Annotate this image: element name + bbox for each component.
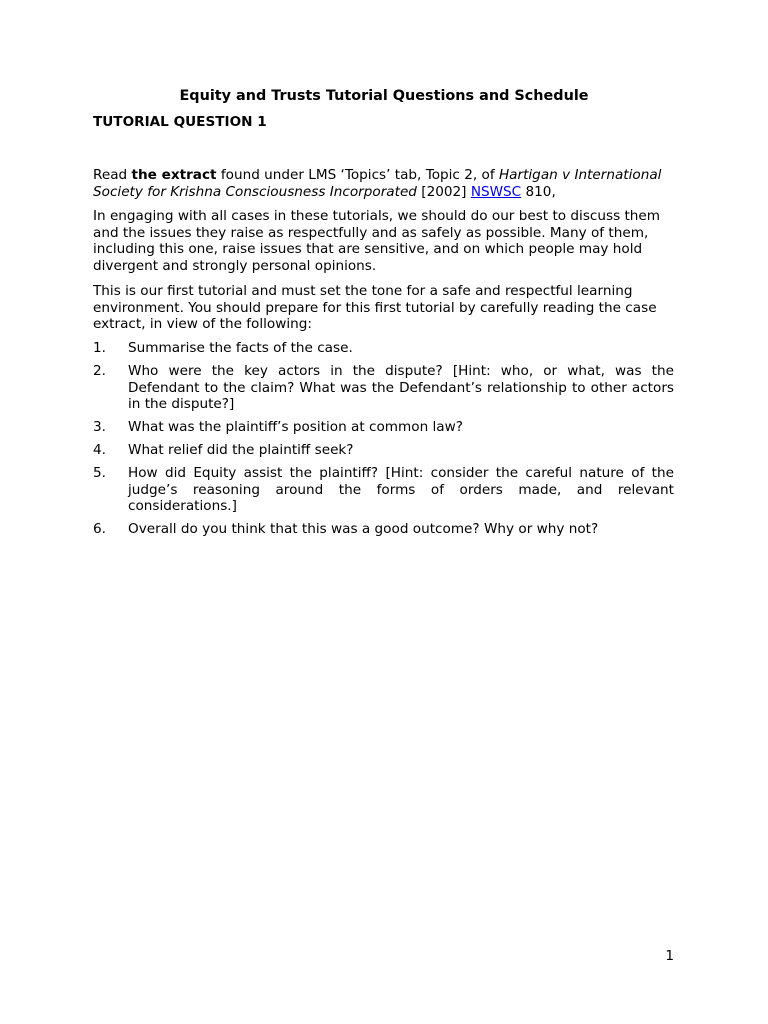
intro-paragraph bbox=[93, 167, 674, 200]
question-text: Summarise the facts of the case. bbox=[128, 340, 353, 356]
intro-read-word: Read bbox=[93, 167, 132, 183]
question-number: 6. bbox=[93, 521, 106, 537]
intro-after-emphasis: found under LMS ‘Topics’ tab, Topic 2, of bbox=[216, 167, 499, 183]
list-item bbox=[93, 363, 674, 413]
respect-paragraph-text: In engaging with all cases in these tutorials, we should do our best to discuss them and the issues they raise as respectfully and as safely as possible. Many of them, including this one, raise issues that are sensitive, and on which people may hold divergent and strongly personal opinions. bbox=[93, 208, 661, 274]
question-text: Overall do you think that this was a good outcome? Why or why not? bbox=[128, 521, 599, 537]
citation-end: 810, bbox=[521, 183, 556, 200]
case-name: Hartigan v International Society for Krishna Consciousness Incorporated bbox=[93, 167, 662, 200]
intro-emphasis: the extract bbox=[131, 167, 217, 183]
question-number: 3. bbox=[93, 419, 106, 435]
page-number: 1 bbox=[665, 948, 674, 964]
list-item bbox=[93, 419, 674, 436]
tone-paragraph bbox=[93, 283, 674, 333]
question-number: 4. bbox=[93, 442, 106, 458]
citation-year: [2002] bbox=[416, 183, 471, 200]
tutorial-question-heading: TUTORIAL QUESTION 1 bbox=[93, 114, 267, 130]
tone-paragraph-text: This is our first tutorial and must set the tone for a safe and respectful learning environment. You should prepare for this first tutorial by carefully reading the case extract, in view of the following: bbox=[93, 283, 657, 332]
list-item bbox=[93, 340, 674, 357]
list-item bbox=[93, 521, 674, 538]
question-text: How did Equity assist the plaintiff? [Hint: consider the careful nature of the judge’s reasoning around the forms of orders made, and relevant considerations.] bbox=[128, 465, 674, 514]
list-item bbox=[93, 442, 674, 459]
question-number: 2. bbox=[93, 363, 106, 379]
respect-paragraph bbox=[93, 208, 674, 274]
question-text: What was the plaintiff’s position at common law? bbox=[128, 419, 463, 435]
nswsc-link[interactable]: NSWSC bbox=[470, 183, 522, 200]
question-number: 5. bbox=[93, 465, 106, 481]
question-text: What relief did the plaintiff seek? bbox=[128, 442, 354, 458]
document-title: Equity and Trusts Tutorial Questions and Schedule bbox=[179, 88, 589, 104]
question-text: Who were the key actors in the dispute? [Hint: who, or what, was the Defendant to the claim? What was the Defendant’s relationship to other actors in the dispute?] bbox=[128, 363, 674, 412]
question-number: 1. bbox=[93, 340, 106, 356]
list-item bbox=[93, 465, 674, 515]
question-list bbox=[93, 340, 674, 544]
